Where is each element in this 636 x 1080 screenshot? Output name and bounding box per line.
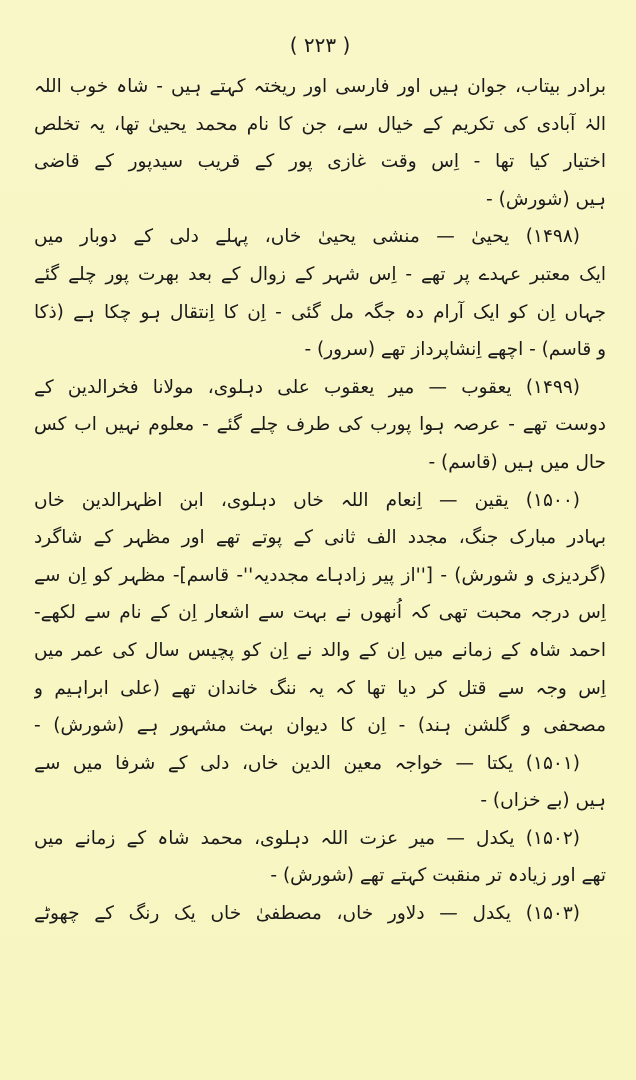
text-line: الہٰ آبادی کی تکریم کے خیال سے، جن کا نام محمد یحییٰ تھا، یہ تخلص (34, 113, 606, 135)
text-line: ہیں (شورش) - (486, 188, 606, 210)
page-number: ( ۲۲۳ ) (289, 33, 351, 57)
text-line: بہادر مبارک جنگ، مجدد الف ثانی کے پوتے تھے اور مظہر کے شاگرد (34, 527, 606, 549)
text-line: ایک معتبر عہدے پر تھے - اِس شہر کے زوال کے بعد بھرت پور چلے گئے (34, 263, 606, 285)
text-line: احمد شاہ کے زمانے میں اِن کے والد نے اِن کو پچیس سال کی عمر میں (34, 639, 606, 661)
text-line: (۱۴۹۹) یعقوب — میر یعقوب علی دہلوی، مولانا فخرالدین کے (34, 376, 580, 398)
text-line: مصحفی و گلشن ہند) - اِن کا دیوان بہت مشہور ہے (شورش) - (34, 715, 606, 737)
text-line: اِس درجہ محبت تھی کہ اُنھوں نے بہت سے اشعار اِن کے نام سے لکھے- (34, 602, 606, 624)
text-line: (گردیزی و شورش) - [''از پیر زادہاے مجددیہ''- قاسم]- مظہر کو اِن سے (34, 564, 606, 586)
text-line: جہاں اِن کو ایک آرام دہ جگہ مل گئی - اِن کا اِنتقال ہو چکا ہے (ذکا (34, 301, 606, 323)
text-line: اِس وجہ سے قتل کر دیا تھا کہ یہ ننگ خاندان تھے (علی ابراہیم و (34, 677, 606, 699)
text-line: (۱۵۰۰) یقین — اِنعام اللہ خاں دہلوی، ابن اظہرالدین خاں (34, 489, 580, 511)
text-line: (۱۵۰۲) یکدل — میر عزت اللہ دہلوی، محمد شاہ کے زمانے میں (34, 827, 580, 849)
text-line: (۱۵۰۱) یکتا — خواجہ معین الدین خاں، دلی کے شرفا میں سے (34, 752, 580, 774)
text-line: تھے اور زیادہ تر منقبت کہتے تھے (شورش) - (270, 865, 606, 887)
text-line: برادر بیتاب، جوان ہیں اور فارسی اور ریختہ کہتے ہیں - شاہ خوب اللہ (34, 76, 606, 97)
text-line: (۱۴۹۸) یحییٰ — منشی یحییٰ خاں، پہلے دلی کے دوبار میں (34, 226, 580, 248)
text-line: ہیں (بے خزاں) - (480, 790, 606, 812)
text-line: اختیار کیا تھا - اِس وقت غازی پور کے قریب سیدپور کے قاضی (34, 151, 606, 173)
text-line: و قاسم) - اچھے اِنشاپرداز تھے (سرور) - (304, 339, 606, 361)
text-line: حال میں ہیں (قاسم) - (428, 451, 606, 473)
text-line: دوست تھے - عرصہ ہوا پورب کی طرف چلے گئے - معلوم نہیں اب کس (34, 414, 606, 436)
text-line: (۱۵۰۳) یکدل — دلاور خاں، مصطفیٰ خاں یک رنگ کے چھوٹے (34, 903, 580, 925)
text-body (34, 68, 606, 933)
